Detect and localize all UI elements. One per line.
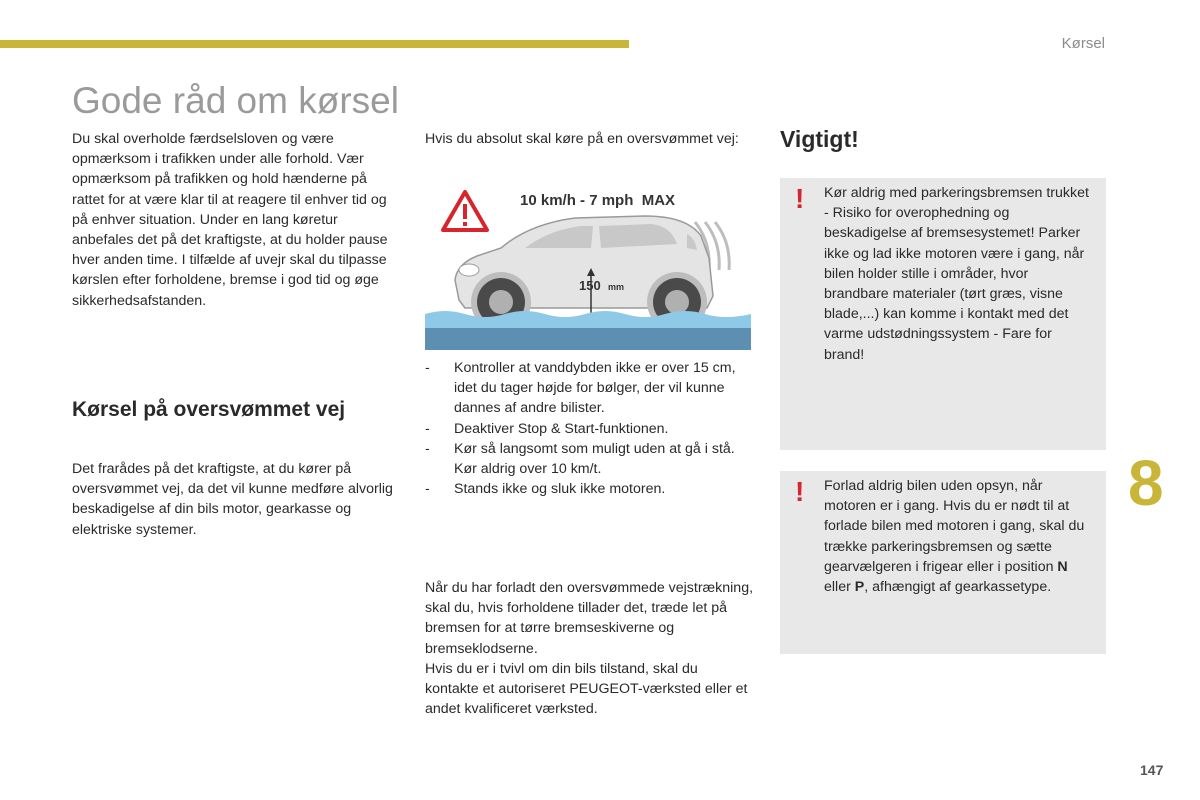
- flooded-road-heading: Kørsel på oversvømmet vej: [72, 398, 346, 421]
- important-heading: Vigtigt!: [780, 126, 859, 152]
- depth-unit: mm: [608, 282, 625, 292]
- warning-box-unattended: [780, 471, 1106, 654]
- warning-box-parking-brake: [780, 178, 1106, 450]
- depth-value: 150: [579, 278, 601, 293]
- warning-text: Forlad aldrig bilen uden opsyn, når motoren er i gang. Hvis du er nødt til at forlade bilen med motoren i gang, skal du trække parkeringsbremsen og sætte gearvælgeren i frigear eller i position N eller P, afhængigt af gearkassetype.: [824, 478, 1085, 596]
- list-item: - Kør så langsomt som muligt uden at gå i stå. Kør aldrig over 10 km/t.: [425, 440, 735, 478]
- list-item: - Kontroller at vanddybden ikke er over 15 cm, idet du tager højde for bølger, der vil kunne dannes af andre bilister.: [425, 360, 736, 417]
- driving-advice-paragraph: Du skal overholde færdselsloven og være opmærksom i trafikken under alle forhold. Vær opmærksom på trafikken og hold hænderne på rattet for at være klar til at reagere til enhver tid og på enhver situation. Under en lang køretur anbefales det på det kraftigste, at du holder pause hver anden time. I tilfælde af uvejr skal du tilpasse kørslen efter forholdene, bremse i god tid og øge sikkerhedsafstanden.: [72, 131, 388, 309]
- header-accent-bar: [0, 40, 629, 48]
- flooded-road-paragraph: Det frarådes på det kraftigste, at du kører på oversvømmet vej, da det vil kunne medføre alvorlig beskadigelse af din bils motor, gearkasse og elektriske systemer.: [72, 461, 393, 538]
- flooded-road-intro: Hvis du absolut skal køre på en oversvømmet vej:: [425, 131, 739, 147]
- page-number: 147: [1140, 762, 1164, 778]
- list-item: - Deaktiver Stop & Start-funktionen.: [425, 420, 669, 437]
- speed-limit-label: 10 km/h - 7 mph MAX: [520, 192, 676, 209]
- chapter-number: 8: [1128, 447, 1164, 519]
- exclamation-icon: !: [795, 183, 805, 214]
- exclamation-icon: !: [795, 476, 805, 507]
- page-title: Gode råd om kørsel: [72, 80, 399, 121]
- flooded-road-instructions: [425, 358, 755, 499]
- flooded-road-illustration: [425, 178, 751, 350]
- list-item: - Stands ikke og sluk ikke motoren.: [425, 481, 666, 498]
- section-label: Kørsel: [1061, 35, 1105, 52]
- water-surface: [425, 311, 751, 350]
- warning-text: Kør aldrig med parkeringsbremsen trukket - Risiko for overophedning og beskadigelse af bremsesystemet! Parker ikke og lad ikke motoren være i gang, når bilen holder stille i områder, hvor brandbare materialer (tørt græs, visne blade,...) kan komme i kontakt med det varme udstødningssystem - Fare for brand!: [824, 185, 1089, 363]
- after-flood-paragraph: Når du har forladt den oversvømmede vejstrækning, skal du, hvis forholdene tillader det, træde let på bremsen for at tørre bremseskiverne og bremseklodserne. Hvis du er i tvivl om din bils tilstand, skal du kontakte et autoriseret PEUGEOT-værksted eller et andet kvalificeret værksted.: [425, 580, 754, 718]
